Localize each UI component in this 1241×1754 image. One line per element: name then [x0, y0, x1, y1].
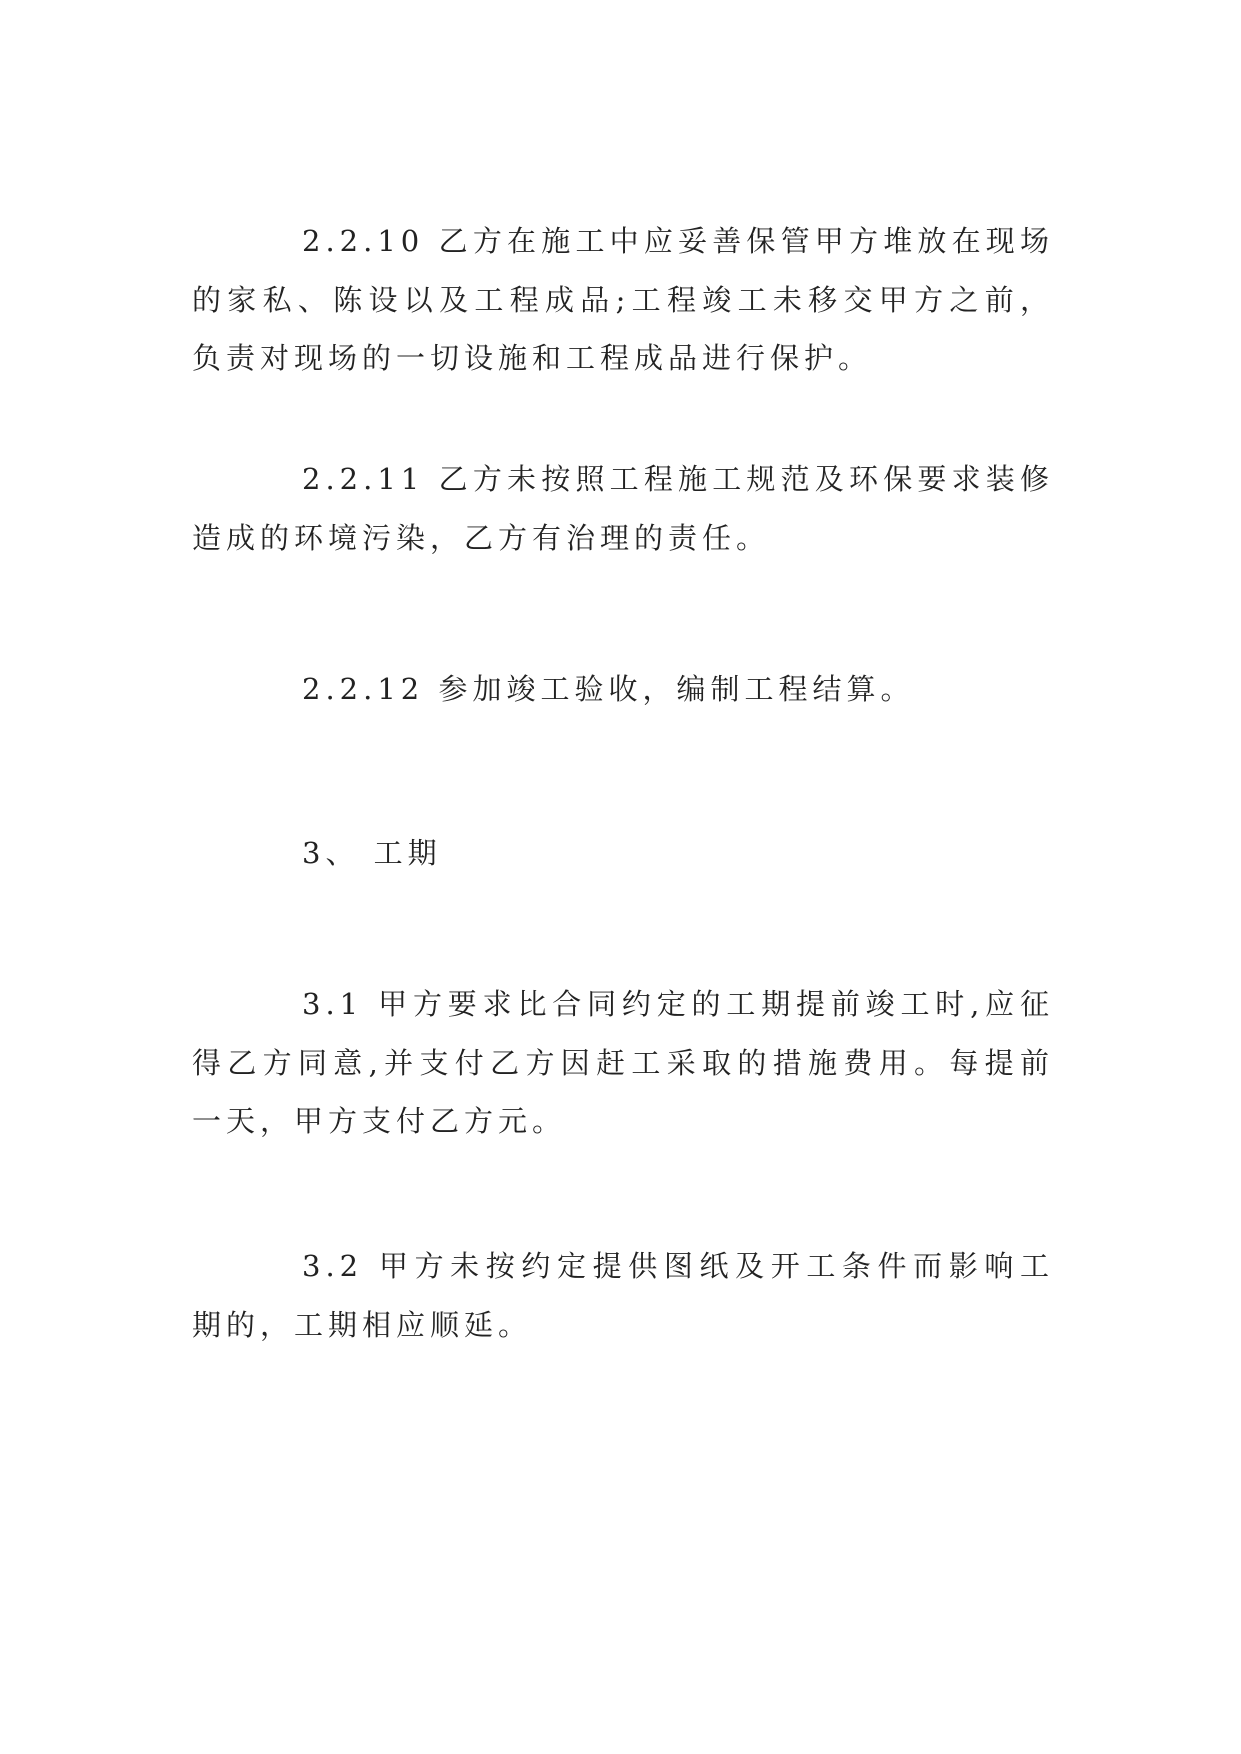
clause-3-1: 3.1 甲方要求比合同约定的工期提前竣工时,应征得乙方同意,并支付乙方因赶工采取的措施费用。每提前一天，甲方支付乙方元。 [192, 987, 1054, 1138]
clause-2-2-11: 2.2.11 乙方未按照工程施工规范及环保要求装修造成的环境污染，乙方有治理的责任。 [192, 462, 1054, 555]
clause-2-2-12: 2.2.12 参加竣工验收，编制工程结算。 [302, 672, 915, 706]
section-heading-3: 3、 工期 [302, 836, 442, 870]
clause-2-2-10: 2.2.10 乙方在施工中应妥善保管甲方堆放在现场的家私、陈设以及工程成品;工程竣工未移交甲方之前，负责对现场的一切设施和工程成品进行保护。 [192, 224, 1054, 375]
clause-3-2: 3.2 甲方未按约定提供图纸及开工条件而影响工期的，工期相应顺延。 [192, 1249, 1054, 1342]
